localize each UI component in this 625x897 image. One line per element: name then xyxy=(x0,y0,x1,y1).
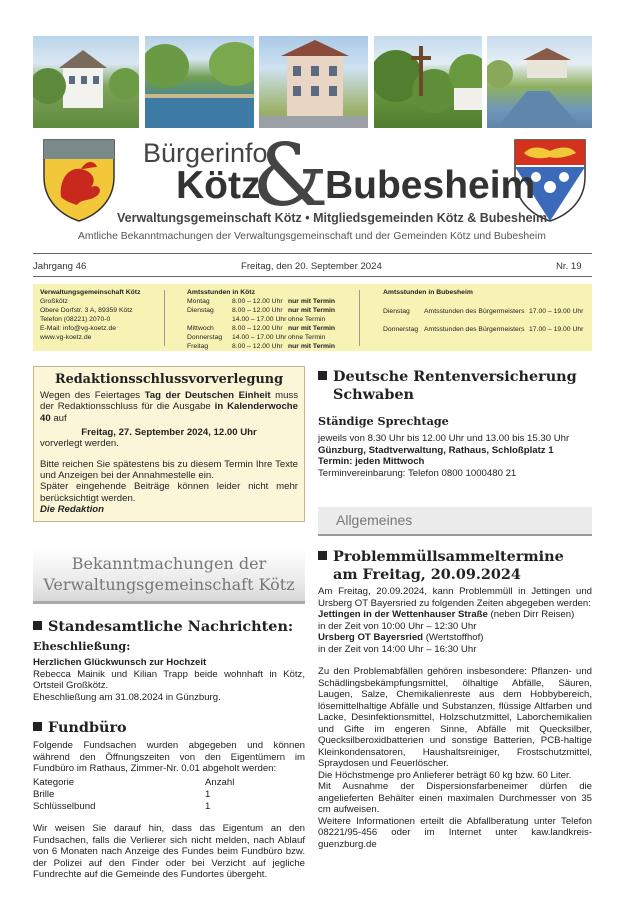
rente-location: Günzburg, Stadtverwaltung, Rathaus, Schloßplatz 1 xyxy=(318,444,554,456)
bubesheim-hours-title: Amtsstunden in Bubesheim xyxy=(383,289,473,296)
location-1 xyxy=(318,609,592,621)
koetz-hours-row xyxy=(187,307,335,316)
col-category: Kategorie xyxy=(33,777,75,788)
rente-heading xyxy=(318,368,592,404)
location-2-note: (Wertstoffhof) xyxy=(423,632,484,643)
problem-heading xyxy=(318,548,592,584)
hours-day: Dienstag xyxy=(187,306,214,314)
standesamt-heading xyxy=(33,618,293,636)
item-category: Brille xyxy=(33,788,55,800)
photo-pond xyxy=(145,36,254,128)
problem-heading-text: Problemmüllsammeltermine xyxy=(333,548,564,565)
masthead-subtitle: Verwaltungsgemeinschaft Kötz • Mitgliedsgemeinden Kötz & Bubesheim xyxy=(117,211,548,225)
bullet-square-icon xyxy=(33,621,42,630)
issue-number: Nr. 19 xyxy=(556,261,582,272)
hours-time: 8.00 – 12.00 Uhr xyxy=(232,342,283,350)
vg-contact-line: Obere Dorfstr. 3 A, 89359 Kötz xyxy=(40,306,133,314)
location-2 xyxy=(318,632,592,644)
fundbuero-heading-text: Fundbüro xyxy=(48,719,127,736)
deadline-text-part: vorverlegt werden. xyxy=(40,438,119,450)
wedding-date: Eheschließung am 31.08.2024 in Günzburg. xyxy=(33,691,221,703)
hours-note: nur mit Termin xyxy=(288,324,336,332)
hours-time: 8.00 – 12.00 Uhr xyxy=(232,297,283,305)
problem-intro: Am Freitag, 20.09.2024, kann Problemmüll in Jettingen und Ursberg OT Bayersried zu folgenden Zeiten abgegeben werden: xyxy=(318,586,592,609)
bubesheim-hours-row xyxy=(383,326,583,335)
deadline-notice-title: Redaktionsschlussvorverlegung xyxy=(54,372,284,387)
hours-note: nur mit Termin xyxy=(288,297,336,305)
hours-day: Dienstag xyxy=(383,307,410,315)
hours-note: nur mit Termin xyxy=(288,306,336,314)
hours-note: nur mit Termin xyxy=(288,342,336,350)
bubesheim-title: Bubesheim xyxy=(325,164,536,207)
photo-town-hall xyxy=(259,36,368,128)
lost-items-table xyxy=(33,777,234,813)
photo-wayside-cross-art xyxy=(374,36,482,128)
hours-what: Amtsstunden des Bürgermeisters xyxy=(424,307,525,315)
section-header-allgemeines: Allgemeines xyxy=(318,507,592,535)
vg-contact-email[interactable]: E-Mail: info@vg-koetz.de xyxy=(40,324,117,332)
rente-heading-text: Deutsche Rentenversicherung xyxy=(333,368,577,385)
further-info: Weitere Informationen erteilt die Abfallberatung unter Telefon 08221/95-456 oder im Internet unter kaw.landkreis-guenzburg.de xyxy=(318,815,592,850)
ampersand: & xyxy=(252,126,329,226)
photo-stream-art xyxy=(487,36,592,128)
photo-town-hall-art xyxy=(259,36,368,128)
masthead-subline: Amtliche Bekanntmachungen der Verwaltungsgemeinschaft und der Gemeinden Kötz und Bubesheim xyxy=(78,231,546,242)
koetz-hours-row xyxy=(187,343,335,352)
vg-contact xyxy=(40,289,140,343)
deadline-date: Freitag, 27. September 2024, 12.00 Uhr xyxy=(81,427,257,439)
issue-date: Freitag, den 20. September 2024 xyxy=(241,261,382,272)
item-category: Schlüsselbund xyxy=(33,800,96,812)
rente-heading-text: Schwaben xyxy=(333,386,415,403)
deadline-notice-text xyxy=(40,390,298,424)
bullet-square-icon xyxy=(318,551,327,560)
bubesheim-hours-row xyxy=(383,308,583,317)
bullet-square-icon xyxy=(318,371,327,380)
max-amount: Die Höchstmenge pro Anlieferer beträgt 60 kg bzw. 60 Liter. xyxy=(318,769,572,781)
koetz-hours-row xyxy=(187,316,335,325)
col-count: Anzahl xyxy=(205,777,235,788)
holiday-name: Tag der Deutschen Einheit xyxy=(144,390,271,402)
problem-heading-text: am Freitag, 20.09.2024 xyxy=(333,566,521,583)
koetz-coat-of-arms-art xyxy=(41,137,117,223)
waste-list: Zu den Problemabfällen gehören insbesondere: Pflanzen- und Schädlingsbekämpfungsmittel, ölhaltige Abfälle, Säuren, Laugen, Salze, Chemikalienreste aus dem Hobbybereich, lösemittelhaltige Abfälle und Substanzen, flüssige Altfarben und Lacke, Desinfektionsmittel, Holzschutzmittel, Laborchemikalien und Gifte im engeren Sinne, Abfälle mit Quecksilber, Quecksilberoxidbatterien und sonstige Batterien, PCB-haltige Kleinkondensatoren, Haushaltsreiniger, Frostschutzmittel, Spraydosen und Feuerlöscher. xyxy=(318,666,592,769)
submission-text: Bitte reichen Sie spätestens bis zu diesem Termin Ihre Texte und Anzeigen bei der Annahmestelle ein. xyxy=(40,458,298,481)
standesamt-body xyxy=(33,657,305,703)
table-header xyxy=(33,777,234,789)
signature: Die Redaktion xyxy=(40,503,104,515)
office-hours-box xyxy=(33,284,592,351)
koetz-coat-of-arms xyxy=(41,137,117,227)
location-1-note: (neben Dirr Reisen) xyxy=(487,609,575,620)
deadline-text-part: muss der Redaktionsschluss für die Ausgabe xyxy=(40,390,299,413)
bullet-square-icon xyxy=(33,722,42,731)
koetz-hours-title: Amtsstunden in Kötz xyxy=(187,289,255,296)
vg-contact-title: Verwaltungsgemeinschaft Kötz xyxy=(40,289,141,296)
calendar-week: in Kalenderwoche 40 xyxy=(40,401,298,424)
rente-hours: jeweils von 8.30 Uhr bis 12.00 Uhr und 13.00 bis 15.30 Uhr xyxy=(318,433,570,444)
banner-line: Verwaltungsgemeinschaft Kötz xyxy=(43,574,295,594)
rente-day: Termin: jeden Mittwoch xyxy=(318,456,425,467)
photo-stream xyxy=(487,36,592,128)
hours-time: 17.00 – 19.00 Uhr xyxy=(529,325,584,333)
hours-time: 14.00 – 17.00 Uhr xyxy=(232,333,287,341)
fundbuero-outro: Wir weisen Sie darauf hin, dass das Eigentum an den Fundsachen, falls die Verlierer sich nicht melden, nach Ablauf von 6 Monaten nach Anzeige des Fundes beim Fundbüro bzw. der Polizei auf den Finder oder bei Verzicht auf jegliche Fundrechte auf die Gemeinde des Fundortes übergeht. xyxy=(33,823,305,880)
buergerinfo-title: Bürgerinfo xyxy=(143,138,268,168)
standesamt-heading-text: Standesamtliche Nachrichten: xyxy=(48,618,294,635)
koetz-hours-row xyxy=(187,325,335,334)
fundbuero-intro: Folgende Fundsachen wurden abgegeben und können während den Öffnungszeiten von den Eigentümern im Fundbüro im Rathaus, Zimmer-Nr. 0.01 abgeholt werden: xyxy=(33,740,305,774)
location-2-time: in der Zeit von 14:00 Uhr – 16:30 Uhr xyxy=(318,643,477,655)
rente-body xyxy=(318,433,592,479)
hours-day: Donnerstag xyxy=(187,333,223,341)
koetz-hours-row xyxy=(187,298,335,307)
hours-time: 8.00 – 12.00 Uhr xyxy=(232,306,283,314)
photo-pond-art xyxy=(145,36,254,128)
hours-day: Mittwoch xyxy=(187,324,214,332)
banner-line: Bekanntmachungen der xyxy=(71,554,267,573)
congrats-line: Herzlichen Glückwunsch zur Hochzeit xyxy=(33,657,207,668)
hours-day: Freitag xyxy=(187,342,209,350)
photo-wayside-cross xyxy=(374,36,482,128)
container-note: Mit Ausnahme der Dispersionsfarbeneimer dürfen die angelieferten Behälter einen maximalen Durchmesser von 35 cm aufweisen. xyxy=(318,781,592,815)
hours-time: 14.00 – 17.00 Uhr xyxy=(232,315,287,323)
deadline-notice-box xyxy=(33,366,305,522)
deadline-text-part: auf xyxy=(50,412,67,424)
hours-what: Amtsstunden des Bürgermeisters xyxy=(424,325,525,333)
koetz-hours xyxy=(187,289,335,352)
koetz-title: Kötz xyxy=(176,164,261,207)
jahrgang: Jahrgang 46 xyxy=(33,261,87,272)
allgemeines-underline xyxy=(318,534,592,536)
location-1-name: Jettingen in der Wettenhauser Straße xyxy=(318,609,488,620)
table-row xyxy=(33,789,234,801)
couple-text: Rebecca Mainik und Kilian Trapp beide wohnhaft in Kötz, Ortsteil Großkötz. xyxy=(33,668,305,691)
hours-note: ohne Termin xyxy=(288,315,326,323)
infobox-separator xyxy=(164,290,165,346)
bubesheim-hours xyxy=(383,289,583,335)
photo-village-house-art xyxy=(33,36,139,128)
section-banner-vg xyxy=(33,548,305,604)
rente-phone: Terminvereinbarung: Telefon 0800 1000480 21 xyxy=(318,467,517,479)
divider-top xyxy=(33,253,592,254)
eheschliessung-heading: Eheschließung: xyxy=(33,639,131,653)
hours-day: Donnerstag xyxy=(383,325,419,333)
late-text: Später eingehende Beiträge können leider nicht mehr berücksichtigt werden. xyxy=(40,481,298,504)
fundbuero-heading xyxy=(33,719,127,737)
vg-contact-line: Telefon (08221) 2070-0 xyxy=(40,315,111,323)
item-count: 1 xyxy=(205,788,211,800)
deadline-text-part: Wegen des Feiertages xyxy=(40,390,145,402)
problem-body xyxy=(318,586,592,850)
koetz-hours-row xyxy=(187,334,335,343)
hours-note: ohne Termin xyxy=(288,333,326,341)
photo-village-house xyxy=(33,36,139,128)
hours-day: Montag xyxy=(187,297,210,305)
item-count: 1 xyxy=(205,800,211,812)
location-2-name: Ursberg OT Bayersried xyxy=(318,632,424,643)
vg-contact-line: Großkötz xyxy=(40,297,68,305)
hours-time: 17.00 – 19.00 Uhr xyxy=(529,307,584,315)
sprechtage-heading: Ständige Sprechtage xyxy=(318,414,449,428)
vg-contact-website[interactable]: www.vg-koetz.de xyxy=(40,333,92,341)
infobox-separator xyxy=(359,290,360,346)
divider-bottom xyxy=(33,276,592,277)
location-1-time: in der Zeit von 10:00 Uhr – 12:30 Uhr xyxy=(318,620,477,632)
hours-time: 8.00 – 12.00 Uhr xyxy=(232,324,283,332)
table-row xyxy=(33,801,234,813)
